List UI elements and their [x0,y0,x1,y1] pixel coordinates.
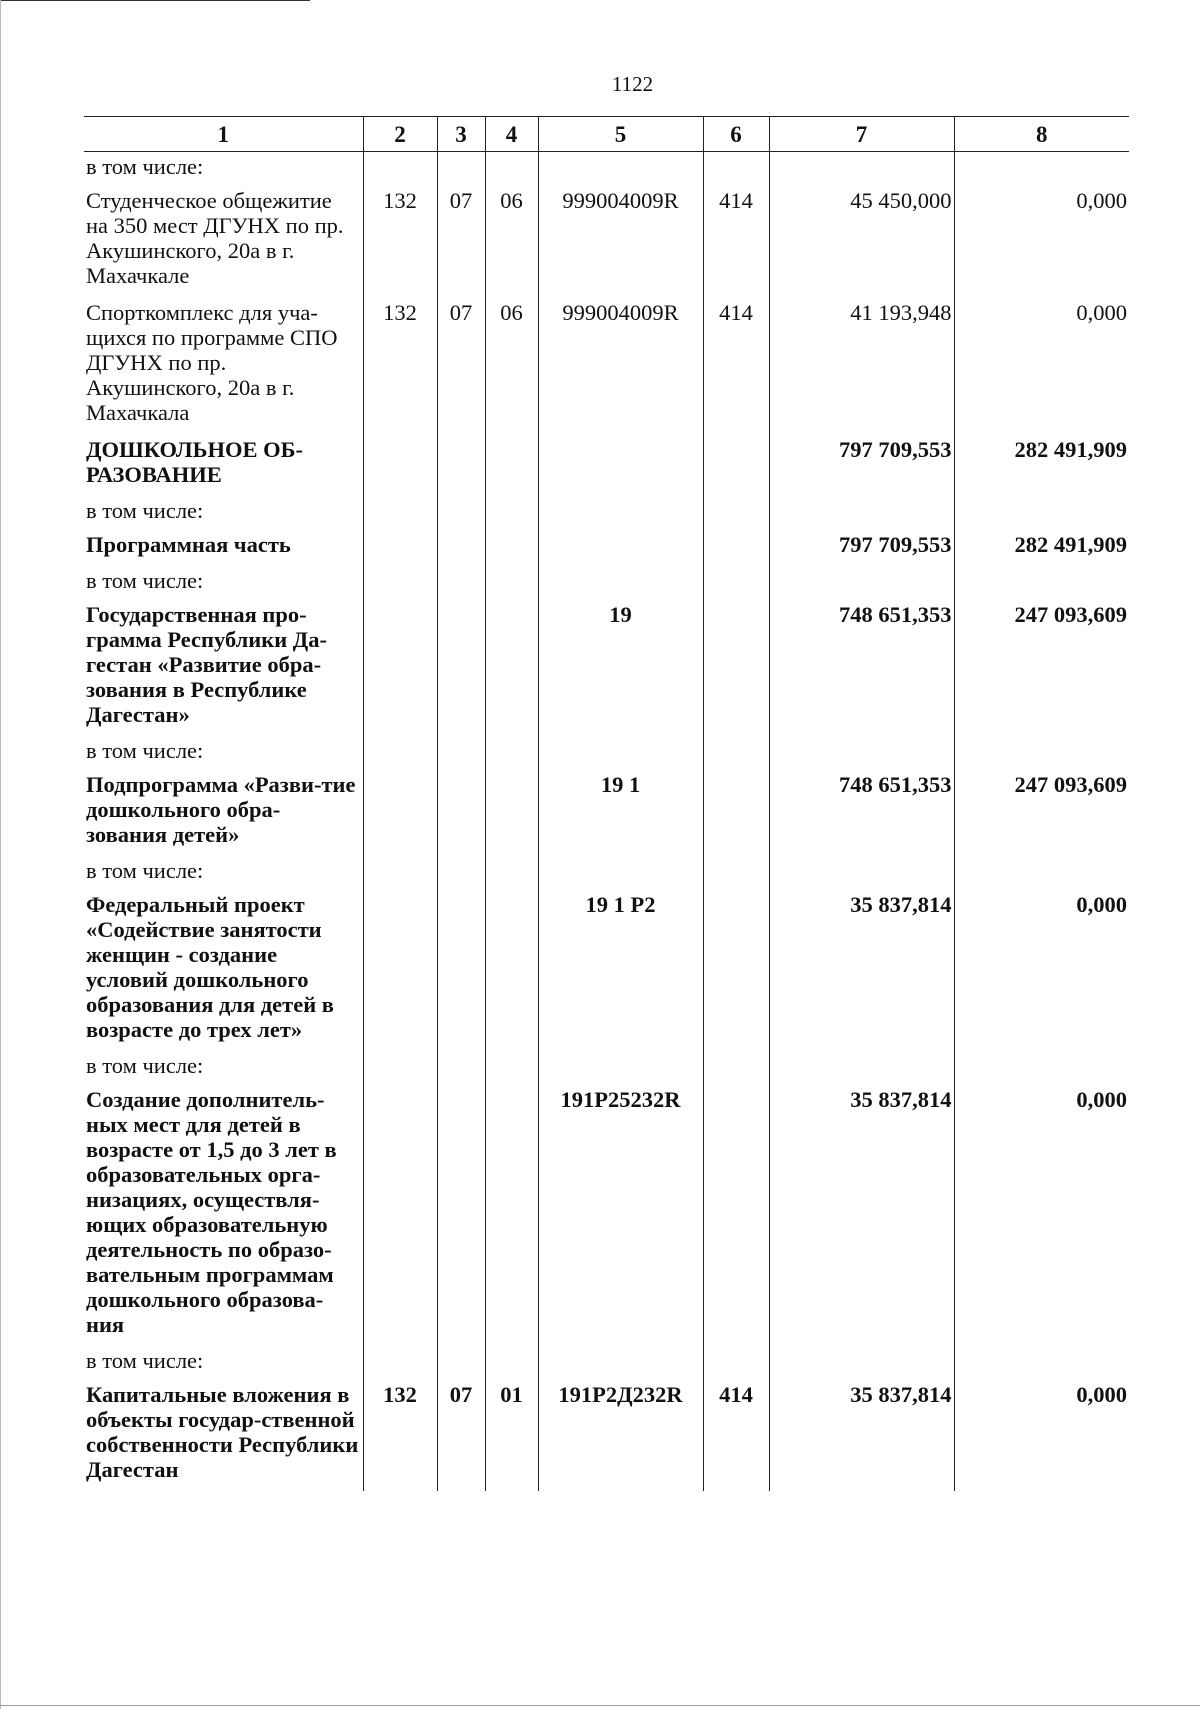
row-col-8: 282 491,909 [954,434,1129,496]
row-col-6 [703,769,769,856]
row-col-7: 35 837,814 [769,1084,954,1346]
column-header: 6 [703,117,769,152]
row-col-6 [703,889,769,1051]
row-col-4 [485,1084,538,1346]
scan-edge-bottom [0,1705,1200,1706]
row-col-4 [485,599,538,736]
row-col-4 [485,152,538,186]
row-col-4 [485,496,538,529]
row-name: Государственная про-грамма Республики Да-гестан «Развитие обра-зования в Республике Дагестан» [86,602,328,727]
table-row [84,529,1129,566]
row-col-2: 132 [363,185,437,297]
row-col-8 [954,496,1129,529]
row-col-6 [703,1346,769,1379]
table-row [84,856,1129,889]
table-header-row [84,117,1129,152]
row-col-8 [954,736,1129,769]
row-col-6 [703,736,769,769]
row-name: Капитальные вложения в объекты государ-ственной собственности Республики Дагестан [86,1382,359,1482]
row-col-2 [363,496,437,529]
row-col-4 [485,1346,538,1379]
row-col-5 [538,736,703,769]
row-col-8: 282 491,909 [954,529,1129,566]
row-col-3 [437,1051,485,1084]
column-header: 1 [84,117,363,152]
row-col-2: 132 [363,297,437,434]
table-row [84,599,1129,736]
row-col-5: 19 1 [538,769,703,856]
row-name: в том числе: [86,738,204,763]
row-col-3 [437,496,485,529]
row-col-3 [437,1346,485,1379]
row-col-5 [538,566,703,599]
row-col-4: 06 [485,185,538,297]
row-col-5 [538,856,703,889]
row-col-3 [437,529,485,566]
row-col-8: 0,000 [954,889,1129,1051]
row-col-2 [363,529,437,566]
row-col-7: 35 837,814 [769,1379,954,1491]
row-col-5: 19 [538,599,703,736]
row-name: в том числе: [86,858,204,883]
row-col-3: 07 [437,185,485,297]
row-col-6 [703,152,769,186]
row-col-6: 414 [703,185,769,297]
row-col-8 [954,1051,1129,1084]
row-col-5 [538,496,703,529]
row-name: Спорткомплекс для уча-щихся по программе СПО ДГУНХ по пр. Акушинского, 20а в г. Махачкала [86,300,338,425]
row-col-4 [485,1051,538,1084]
row-col-7: 748 651,353 [769,769,954,856]
row-col-2 [363,434,437,496]
row-name: Студенческое общежитие на 350 мест ДГУНХ по пр. Акушинского, 20а в г. Махачкале [86,188,344,288]
row-col-6: 414 [703,1379,769,1491]
row-col-3 [437,152,485,186]
row-col-5 [538,434,703,496]
row-name: Федеральный проект «Содействие занятости женщин - создание условий дошкольного образования для детей в возрасте до трех лет» [86,892,334,1042]
row-col-7 [769,1051,954,1084]
column-header: 3 [437,117,485,152]
row-col-3 [437,566,485,599]
row-col-6 [703,1051,769,1084]
row-col-6 [703,434,769,496]
row-col-5: 19 1 Р2 [538,889,703,1051]
row-col-7 [769,1346,954,1379]
scan-edge-left [0,0,1,1709]
table-row [84,297,1129,434]
row-col-4 [485,529,538,566]
row-col-8 [954,152,1129,186]
table-row [84,1346,1129,1379]
row-col-6 [703,529,769,566]
row-col-6: 414 [703,297,769,434]
table-row [84,185,1129,297]
row-col-3 [437,1084,485,1346]
row-col-6 [703,496,769,529]
column-header: 8 [954,117,1129,152]
row-col-2 [363,769,437,856]
row-name: Подпрограмма «Разви-тие дошкольного обра-зования детей» [86,772,356,847]
row-name: в том числе: [86,154,204,179]
row-col-2 [363,599,437,736]
row-col-6 [703,599,769,736]
row-col-5 [538,1051,703,1084]
row-col-8: 0,000 [954,1084,1129,1346]
row-col-2 [363,1346,437,1379]
table-row [84,889,1129,1051]
row-col-2 [363,1084,437,1346]
row-col-8: 0,000 [954,297,1129,434]
row-col-7 [769,566,954,599]
page-number: 1122 [611,72,654,96]
table-row [84,434,1129,496]
row-col-6 [703,566,769,599]
row-name: в том числе: [86,568,204,593]
row-col-8 [954,566,1129,599]
row-col-4 [485,889,538,1051]
row-col-7: 45 450,000 [769,185,954,297]
row-col-3 [437,856,485,889]
row-col-2 [363,1051,437,1084]
row-name: в том числе: [86,498,204,523]
row-col-2 [363,566,437,599]
row-col-4 [485,736,538,769]
row-col-2 [363,889,437,1051]
row-col-4 [485,434,538,496]
table-row [84,566,1129,599]
row-col-3 [437,769,485,856]
row-col-7 [769,496,954,529]
row-col-3: 07 [437,297,485,434]
row-col-7: 797 709,553 [769,434,954,496]
row-col-3 [437,889,485,1051]
row-col-5 [538,529,703,566]
row-col-7 [769,856,954,889]
row-col-3 [437,599,485,736]
row-col-7: 797 709,553 [769,529,954,566]
row-col-7: 748 651,353 [769,599,954,736]
table-row [84,769,1129,856]
row-col-5: 191Р2Д232R [538,1379,703,1491]
table-row [84,1051,1129,1084]
row-col-2 [363,736,437,769]
row-col-8 [954,1346,1129,1379]
column-header: 2 [363,117,437,152]
row-name: в том числе: [86,1053,204,1078]
scan-edge-top [0,0,310,1]
row-col-7: 41 193,948 [769,297,954,434]
row-col-3: 07 [437,1379,485,1491]
row-name: в том числе: [86,1348,204,1373]
row-col-6 [703,1084,769,1346]
row-col-5: 191Р25232R [538,1084,703,1346]
row-col-3 [437,434,485,496]
column-header: 7 [769,117,954,152]
table-row [84,736,1129,769]
column-header: 4 [485,117,538,152]
row-col-7 [769,152,954,186]
row-col-4: 06 [485,297,538,434]
row-col-2 [363,152,437,186]
row-col-2 [363,856,437,889]
row-name: Создание дополнитель-ных мест для детей в возрасте от 1,5 до 3 лет в образовательных орга-низациях, осуществля-ющих образовательную деятельность по образо-вательным программам дошкольного образова-ния [86,1087,337,1337]
row-name: ДОШКОЛЬНОЕ ОБ-РАЗОВАНИЕ [86,437,303,487]
row-col-4 [485,769,538,856]
row-col-3 [437,736,485,769]
row-col-4: 01 [485,1379,538,1491]
row-col-7: 35 837,814 [769,889,954,1051]
row-col-8: 247 093,609 [954,769,1129,856]
row-col-8 [954,856,1129,889]
row-col-8: 0,000 [954,185,1129,297]
row-col-7 [769,736,954,769]
table-row [84,152,1129,186]
table-row [84,1379,1129,1491]
row-col-2: 132 [363,1379,437,1491]
row-col-8: 0,000 [954,1379,1129,1491]
table-body [84,152,1129,1492]
row-col-5 [538,152,703,186]
table-row [84,496,1129,529]
row-name: Программная часть [86,532,291,557]
table-row [84,1084,1129,1346]
row-col-4 [485,856,538,889]
row-col-4 [485,566,538,599]
row-col-6 [703,856,769,889]
row-col-5: 999004009R [538,297,703,434]
row-col-5 [538,1346,703,1379]
column-header: 5 [538,117,703,152]
budget-table [84,116,1129,1491]
row-col-8: 247 093,609 [954,599,1129,736]
row-col-5: 999004009R [538,185,703,297]
